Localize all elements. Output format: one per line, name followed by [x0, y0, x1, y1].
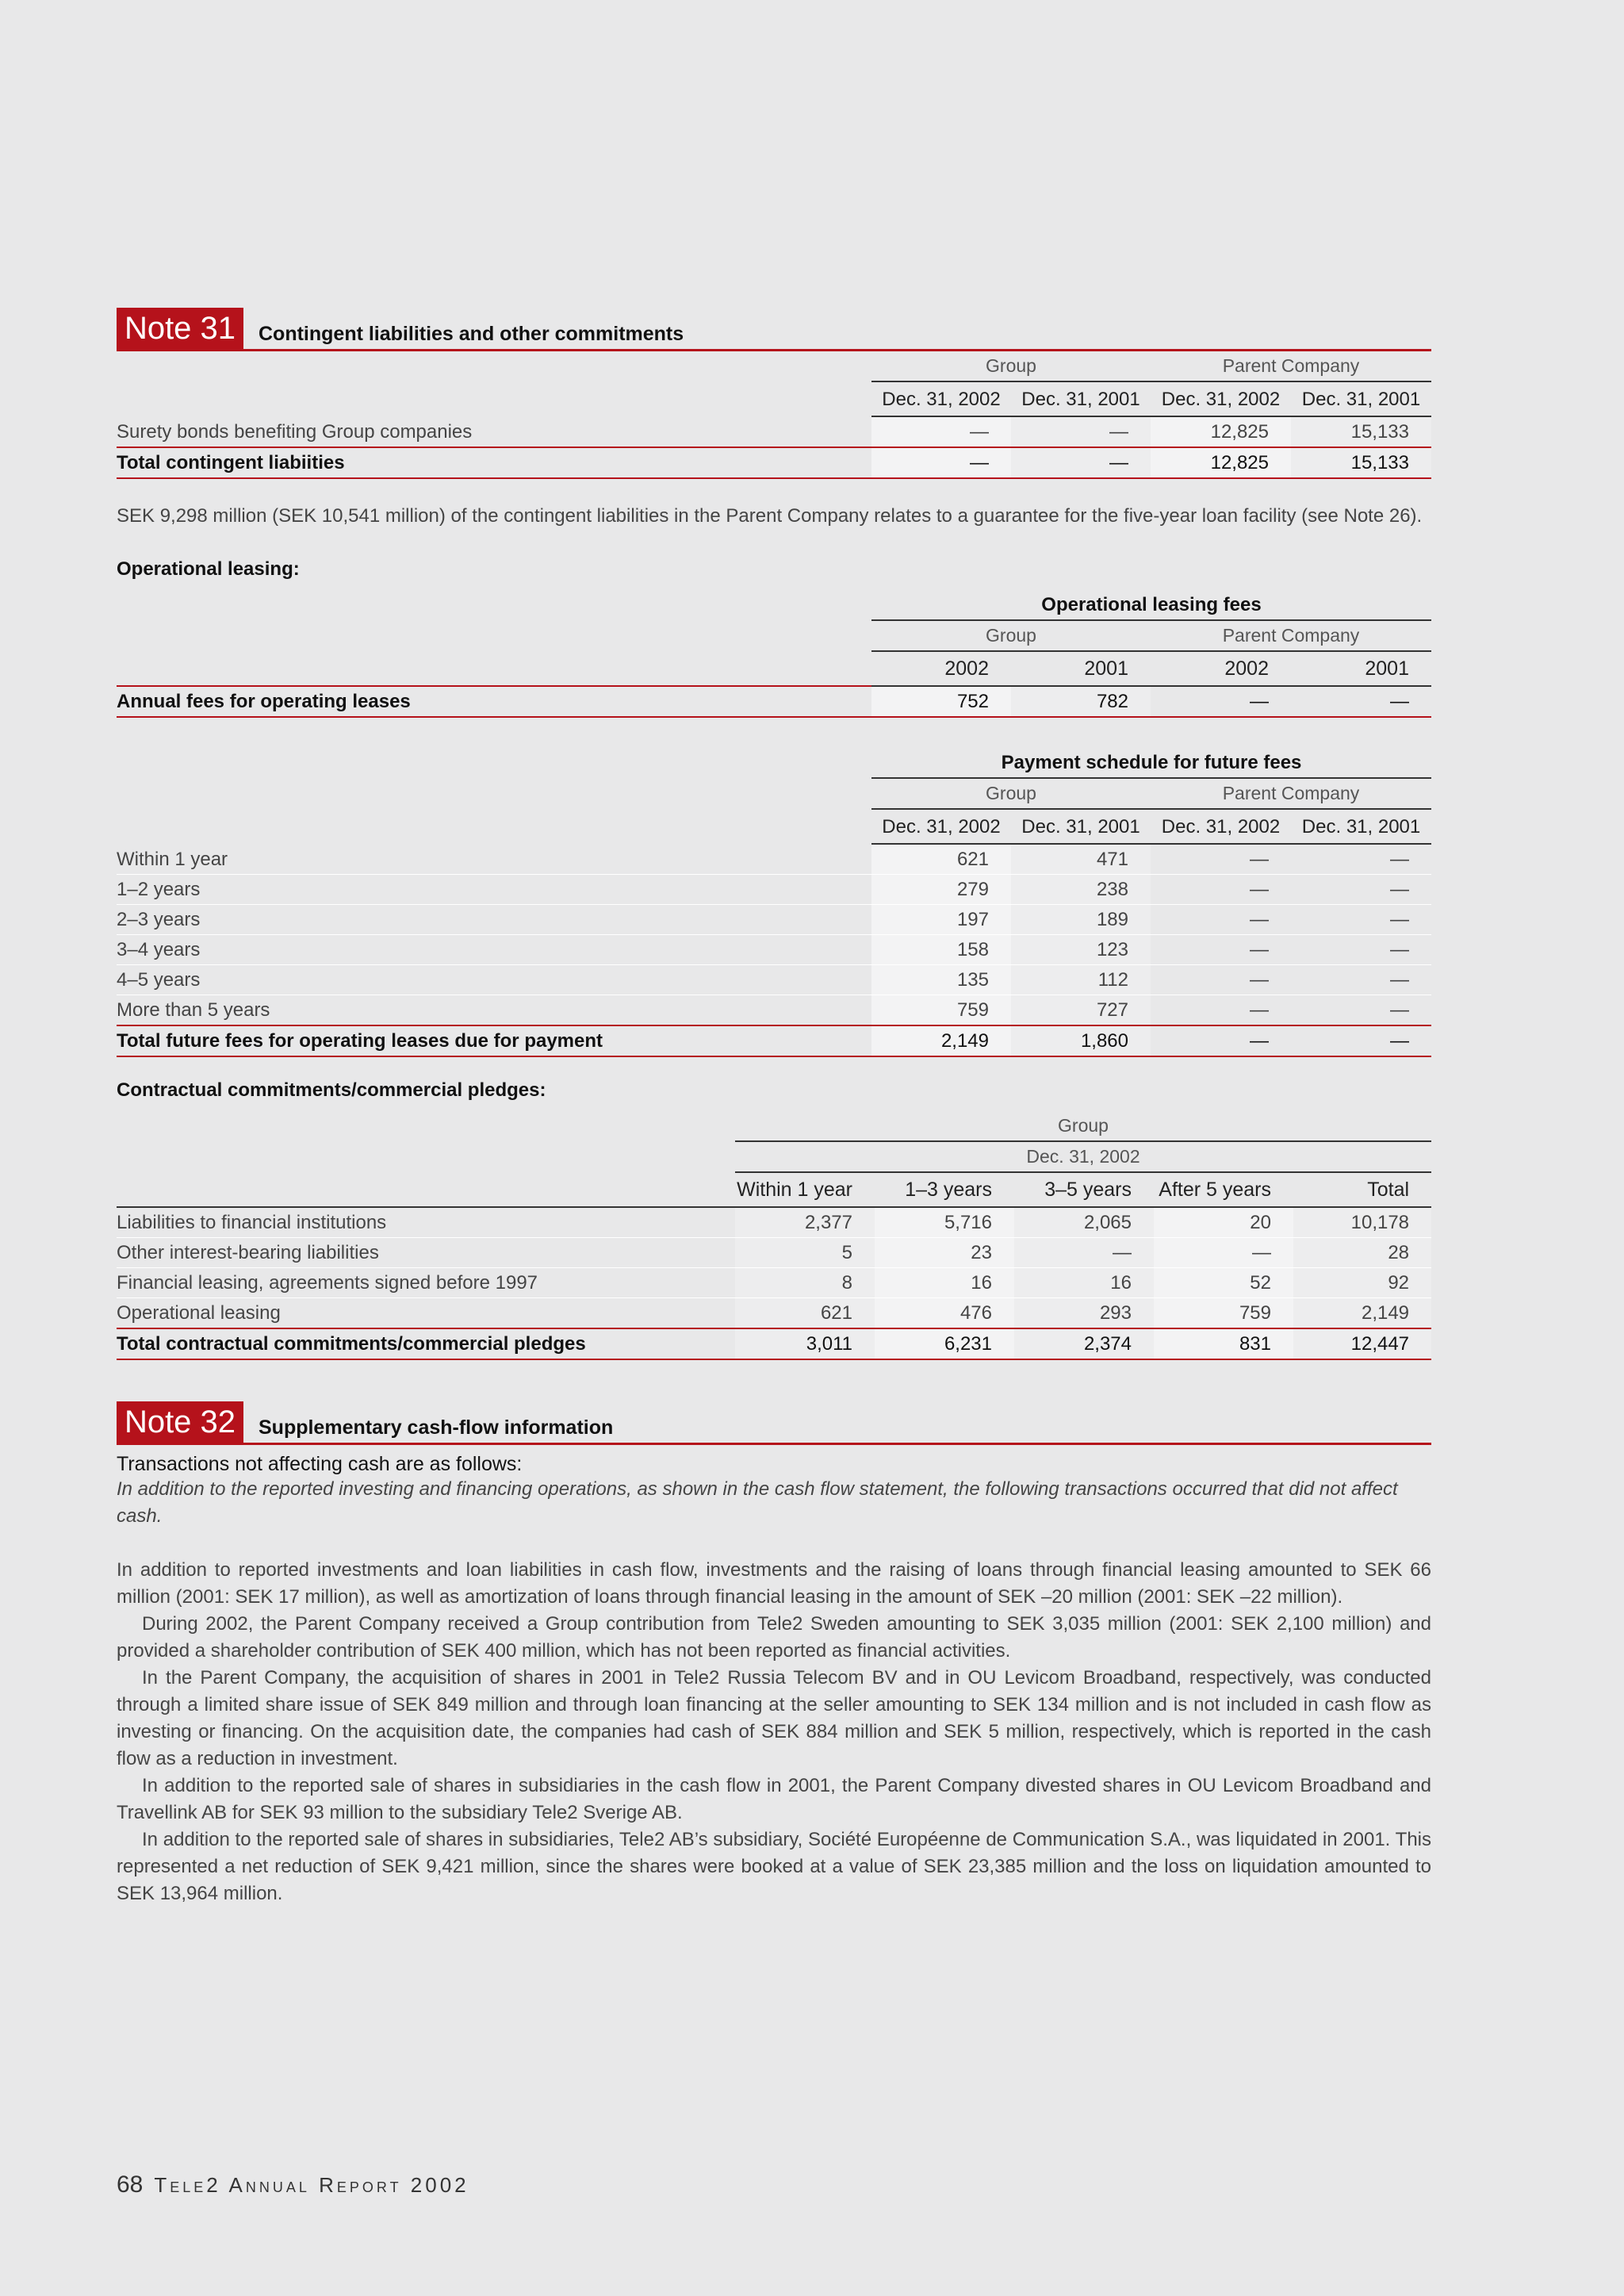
row-label: Financial leasing, agreements signed before 1997 — [117, 1268, 735, 1298]
row-label: Operational leasing — [117, 1298, 735, 1329]
note-31-header — [117, 308, 1431, 351]
total-value: — — [1151, 1025, 1291, 1056]
table-row — [117, 416, 1431, 447]
row-label: Other interest-bearing liabilities — [117, 1238, 735, 1268]
cell-value: 759 — [1154, 1298, 1293, 1329]
footer-title: Tele2 Annual Report 2002 — [154, 2173, 469, 2197]
column-header: 2001 — [1291, 651, 1431, 686]
column-header: After 5 years — [1154, 1172, 1293, 1207]
total-value: 12,825 — [1151, 447, 1291, 478]
row-label: 3–4 years — [117, 935, 871, 965]
row-label: Within 1 year — [117, 844, 871, 875]
table-row — [117, 1238, 1431, 1268]
total-label: Total contractual commitments/commercial pledges — [117, 1328, 735, 1359]
page-content — [117, 308, 1431, 1907]
cell-value: 476 — [875, 1298, 1014, 1329]
total-label: Total contingent liabiities — [117, 447, 871, 478]
cell-value: 759 — [871, 995, 1011, 1026]
cell-value: 20 — [1154, 1207, 1293, 1238]
cell-value: — — [1014, 1238, 1154, 1268]
total-value: 15,133 — [1291, 447, 1431, 478]
note-32-paragraph: During 2002, the Parent Company received a Group contribution from Tele2 Sweden amounting to SEK 3,035 million (2001: SEK 2,100 million) and provided a shareholder contribution of SEK 400 million, which has not been reported as financial activities. — [117, 1613, 1431, 1662]
page-footer — [117, 2171, 469, 2198]
date-header: Dec. 31, 2002 — [735, 1141, 1431, 1172]
section-header: Payment schedule for future fees — [871, 748, 1431, 778]
cell-value: 15,133 — [1291, 416, 1431, 447]
note-32-paragraph: In addition to reported investments and loan liabilities in cash flow, investments and the raising of loans through financial leasing amounted to SEK 66 million (2001: SEK 17 million), as well as amortization of loans through financial leasing in the amount of SEK –20 million (2001: SEK –22 million). — [117, 1559, 1431, 1608]
cell-value: 12,825 — [1151, 416, 1291, 447]
cell-value: — — [1151, 875, 1291, 905]
cell-value: 2,065 — [1014, 1207, 1154, 1238]
total-value: 3,011 — [735, 1328, 875, 1359]
cell-value: 2,377 — [735, 1207, 875, 1238]
row-label: Surety bonds benefiting Group companies — [117, 416, 871, 447]
cell-value: 621 — [871, 844, 1011, 875]
table-row — [117, 965, 1431, 995]
cell-value: — — [1011, 416, 1151, 447]
cell-value: — — [1291, 965, 1431, 995]
cell-value: 197 — [871, 905, 1011, 935]
note-31-badge: Note 31 — [117, 308, 243, 349]
table-row — [117, 995, 1431, 1026]
cell-value: 23 — [875, 1238, 1014, 1268]
cell-value: 782 — [1011, 686, 1151, 717]
parent-header: Parent Company — [1151, 620, 1431, 651]
note-31-title: Contingent liabilities and other commitments — [259, 323, 684, 345]
table-row — [117, 1207, 1431, 1238]
contingent-liabilities-table — [117, 351, 1431, 479]
cell-value: — — [1291, 686, 1431, 717]
total-value: 1,860 — [1011, 1025, 1151, 1056]
cell-value: 158 — [871, 935, 1011, 965]
note-32-italic-intro: In addition to the reported investing and financing operations, as shown in the cash flow statement, the following transactions occurred that did not affect cash. — [117, 1478, 1398, 1527]
total-row — [117, 1025, 1431, 1056]
cell-value: 279 — [871, 875, 1011, 905]
total-value: — — [871, 447, 1011, 478]
column-header: Within 1 year — [735, 1172, 875, 1207]
column-header: Dec. 31, 2002 — [871, 381, 1011, 416]
column-header: 2001 — [1011, 651, 1151, 686]
cell-value: — — [1154, 1238, 1293, 1268]
cell-value: 135 — [871, 965, 1011, 995]
table-row — [117, 1268, 1431, 1298]
group-header: Group — [871, 351, 1151, 381]
total-value: 6,231 — [875, 1328, 1014, 1359]
contractual-heading: Contractual commitments/commercial pledges: — [117, 1079, 546, 1101]
column-header: Dec. 31, 2001 — [1011, 381, 1151, 416]
cell-value: — — [871, 416, 1011, 447]
cell-value: 471 — [1011, 844, 1151, 875]
cell-value: 189 — [1011, 905, 1151, 935]
group-header: Group — [871, 620, 1151, 651]
note-32-title: Supplementary cash-flow information — [259, 1416, 614, 1439]
cell-value: — — [1151, 844, 1291, 875]
total-row — [117, 447, 1431, 478]
cell-value: 293 — [1014, 1298, 1154, 1329]
cell-value: — — [1151, 995, 1291, 1026]
cell-value: 5 — [735, 1238, 875, 1268]
cell-value: 28 — [1293, 1238, 1431, 1268]
cell-value: — — [1151, 965, 1291, 995]
cell-value: 2,149 — [1293, 1298, 1431, 1329]
contractual-commitments-table — [117, 1111, 1431, 1360]
column-header: 2002 — [871, 651, 1011, 686]
cell-value: 16 — [875, 1268, 1014, 1298]
total-value: 2,149 — [871, 1025, 1011, 1056]
table-row — [117, 875, 1431, 905]
group-header: Group — [735, 1111, 1431, 1141]
column-header: Dec. 31, 2001 — [1291, 809, 1431, 844]
cell-value: 112 — [1011, 965, 1151, 995]
cell-value: — — [1291, 875, 1431, 905]
column-header: Total — [1293, 1172, 1431, 1207]
cell-value: — — [1151, 935, 1291, 965]
operational-leasing-heading: Operational leasing: — [117, 558, 300, 580]
note-32-paragraph: In the Parent Company, the acquisition of shares in 2001 in Tele2 Russia Telecom BV and in OU Levicom Broadband, respectively, was conducted through a limited share issue of SEK 849 million and through loan financing at the seller amounting to SEK 134 million and is not included in cash flow as investing or financing. On the acquisition date, the companies had cash of SEK 884 million and SEK 5 million, respectively, which is reported in the cash flow as a reduction in investment. — [117, 1667, 1431, 1769]
table-row — [117, 844, 1431, 875]
row-label: More than 5 years — [117, 995, 871, 1026]
table-row — [117, 935, 1431, 965]
operational-leasing-fees-table — [117, 590, 1431, 718]
column-header: Dec. 31, 2002 — [871, 809, 1011, 844]
payment-schedule-table — [117, 748, 1431, 1057]
total-value: — — [1291, 1025, 1431, 1056]
cell-value: 752 — [871, 686, 1011, 717]
column-header: 1–3 years — [875, 1172, 1014, 1207]
total-value: 12,447 — [1293, 1328, 1431, 1359]
cell-value: 727 — [1011, 995, 1151, 1026]
total-value: — — [1011, 447, 1151, 478]
cell-value: 8 — [735, 1268, 875, 1298]
column-header: Dec. 31, 2002 — [1151, 381, 1291, 416]
note-32-subhead: Transactions not affecting cash are as follows: — [117, 1453, 523, 1475]
group-header: Group — [871, 778, 1151, 809]
note-32-badge: Note 32 — [117, 1401, 243, 1443]
row-label: Liabilities to financial institutions — [117, 1207, 735, 1238]
table-row — [117, 905, 1431, 935]
cell-value: — — [1291, 995, 1431, 1026]
cell-value: 16 — [1014, 1268, 1154, 1298]
cell-value: — — [1291, 905, 1431, 935]
page-number: 68 — [117, 2171, 144, 2198]
total-value: 831 — [1154, 1328, 1293, 1359]
column-header: Dec. 31, 2002 — [1151, 809, 1291, 844]
note-32-paragraph: In addition to the reported sale of shares in subsidiaries, Tele2 AB’s subsidiary, Société Européenne de Communication S.A., was liquidated in 2001. This represented a net reduction of SEK 9,421 million, since the shares were booked at a value of SEK 23,385 million and the loss on liquidation amounted to SEK 13,964 million. — [117, 1829, 1431, 1904]
total-row — [117, 686, 1431, 717]
note-32-paragraph: In addition to the reported sale of shares in subsidiaries in the cash flow in 2001, the Parent Company divested shares in OU Levicom Broadband and Travellink AB for SEK 93 million to the subsidiary Tele2 Sverige AB. — [117, 1775, 1431, 1823]
cell-value: — — [1151, 905, 1291, 935]
parent-header: Parent Company — [1151, 778, 1431, 809]
column-header: 2002 — [1151, 651, 1291, 686]
parent-header: Parent Company — [1151, 351, 1431, 381]
total-row — [117, 1328, 1431, 1359]
total-label: Total future fees for operating leases due for payment — [117, 1025, 871, 1056]
table-row — [117, 1298, 1431, 1329]
row-label: 2–3 years — [117, 905, 871, 935]
contingent-note-text: SEK 9,298 million (SEK 10,541 million) of the contingent liabilities in the Parent Company relates to a guarantee for the five-year loan facility (see Note 26). — [117, 505, 1423, 527]
cell-value: 123 — [1011, 935, 1151, 965]
cell-value: 52 — [1154, 1268, 1293, 1298]
note-32-header — [117, 1401, 1431, 1445]
cell-value: — — [1291, 935, 1431, 965]
cell-value: — — [1151, 686, 1291, 717]
cell-value: — — [1291, 844, 1431, 875]
row-label: Annual fees for operating leases — [117, 686, 871, 717]
cell-value: 238 — [1011, 875, 1151, 905]
column-header: Dec. 31, 2001 — [1011, 809, 1151, 844]
row-label: 4–5 years — [117, 965, 871, 995]
cell-value: 10,178 — [1293, 1207, 1431, 1238]
row-label: 1–2 years — [117, 875, 871, 905]
column-header: Dec. 31, 2001 — [1291, 381, 1431, 416]
cell-value: 621 — [735, 1298, 875, 1329]
cell-value: 5,716 — [875, 1207, 1014, 1238]
section-header: Operational leasing fees — [871, 590, 1431, 620]
cell-value: 92 — [1293, 1268, 1431, 1298]
column-header: 3–5 years — [1014, 1172, 1154, 1207]
total-value: 2,374 — [1014, 1328, 1154, 1359]
